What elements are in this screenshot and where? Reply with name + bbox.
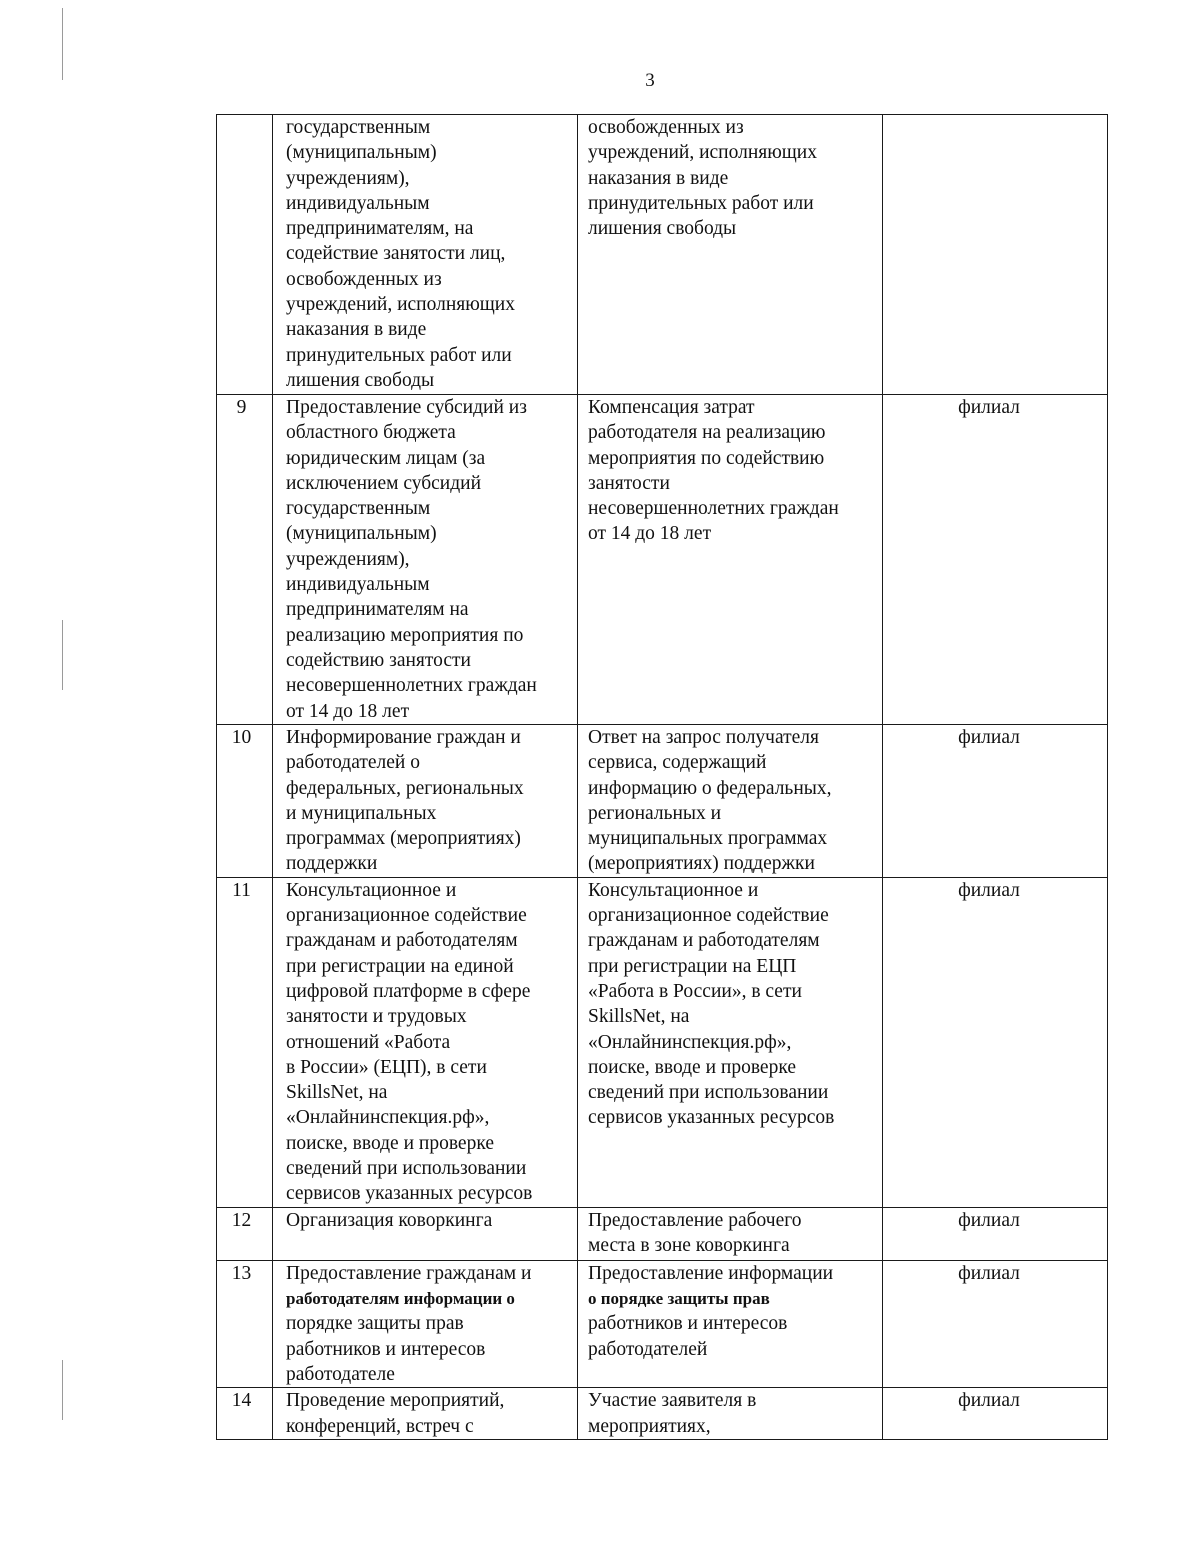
executor-cell: филиал	[883, 1260, 1108, 1387]
service-result-cell: Консультационное и организационное содействие гражданам и работодателям при регистрации на ЕЦП «Работа в России», в сети SkillsNet, на «Онлайнинспекция.рф», поиске, вводе и проверке сведений при использовании сервисов указанных ресурсов	[578, 877, 883, 1207]
row-number: 13	[217, 1260, 273, 1387]
row-number: 12	[217, 1207, 273, 1260]
service-name-cell: Консультационное и организационное содействие гражданам и работодателям при регистрации на единой цифровой платформе в сфере занятости и трудовых отношений «Работа в России» (ЕЦП), в сети SkillsNet, на «Онлайнинспекция.рф», поиске, вводе и проверке сведений при использовании сервисов указанных ресурсов	[273, 877, 578, 1207]
executor-cell: филиал	[883, 725, 1108, 878]
table-row	[217, 725, 1108, 878]
executor-cell: филиал	[883, 1388, 1108, 1440]
table-row	[217, 395, 1108, 725]
table-row	[217, 877, 1108, 1207]
service-name-cell: Предоставление субсидий из областного бюджета юридическим лицам (за исключением субсидий государственным (муниципальным) учреждениям), индивидуальным предпринимателям на реализацию мероприятия по содействию занятости несовершеннолетних граждан от 14 до 18 лет	[273, 395, 578, 725]
executor-cell: филиал	[883, 877, 1108, 1207]
row-number	[217, 115, 273, 395]
service-name-cell: Информирование граждан и работодателей о федеральных, региональных и муниципальных программах (мероприятиях) поддержки	[273, 725, 578, 878]
service-name-cell: государственным (муниципальным) учреждениям), индивидуальным предпринимателям, на содействие занятости лиц, освобожденных из учреждений, исполняющих наказания в виде принудительных работ или лишения свободы	[273, 115, 578, 395]
services-table	[216, 114, 1108, 1440]
service-result-cell: Участие заявителя в мероприятиях,	[578, 1388, 883, 1440]
service-name-cell: Проведение мероприятий, конференций, встреч с	[273, 1388, 578, 1440]
scan-margin-line	[62, 1360, 63, 1420]
executor-cell: филиал	[883, 1207, 1108, 1260]
page-number: 3	[645, 70, 655, 91]
service-name-line: порядке защиты прав работников и интересов работодателе	[286, 1313, 486, 1385]
row-number: 10	[217, 725, 273, 878]
service-result-cell: Компенсация затрат работодателя на реализацию мероприятия по содействию занятости несовершеннолетних граждан от 14 до 18 лет	[578, 395, 883, 725]
executor-cell	[883, 115, 1108, 395]
service-result-cell: Ответ на запрос получателя сервиса, содержащий информацию о федеральных, региональных и муниципальных программах (мероприятиях) поддержки	[578, 725, 883, 878]
service-result-cell: Предоставление рабочего места в зоне коворкинга	[578, 1207, 883, 1260]
executor-cell: филиал	[883, 395, 1108, 725]
row-number: 14	[217, 1388, 273, 1440]
service-name-line: работодателям информации о	[286, 1289, 515, 1309]
table-row	[217, 115, 1108, 395]
service-name-cell	[273, 1260, 578, 1387]
service-result-line: о порядке защиты прав	[588, 1289, 770, 1309]
service-result-cell	[578, 1260, 883, 1387]
service-result-cell: освобожденных из учреждений, исполняющих наказания в виде принудительных работ или лишения свободы	[578, 115, 883, 395]
scan-margin-line	[62, 8, 63, 80]
table-row	[217, 1388, 1108, 1440]
table-row	[217, 1207, 1108, 1260]
service-result-line: работников и интересов работодателей	[588, 1313, 788, 1360]
table-row	[217, 1260, 1108, 1387]
service-result-line: Предоставление информации	[588, 1262, 834, 1284]
scan-margin-line	[62, 620, 63, 690]
service-name-line: Предоставление гражданам и	[286, 1262, 532, 1284]
row-number: 11	[217, 877, 273, 1207]
service-name-cell: Организация коворкинга	[273, 1207, 578, 1260]
row-number: 9	[217, 395, 273, 725]
